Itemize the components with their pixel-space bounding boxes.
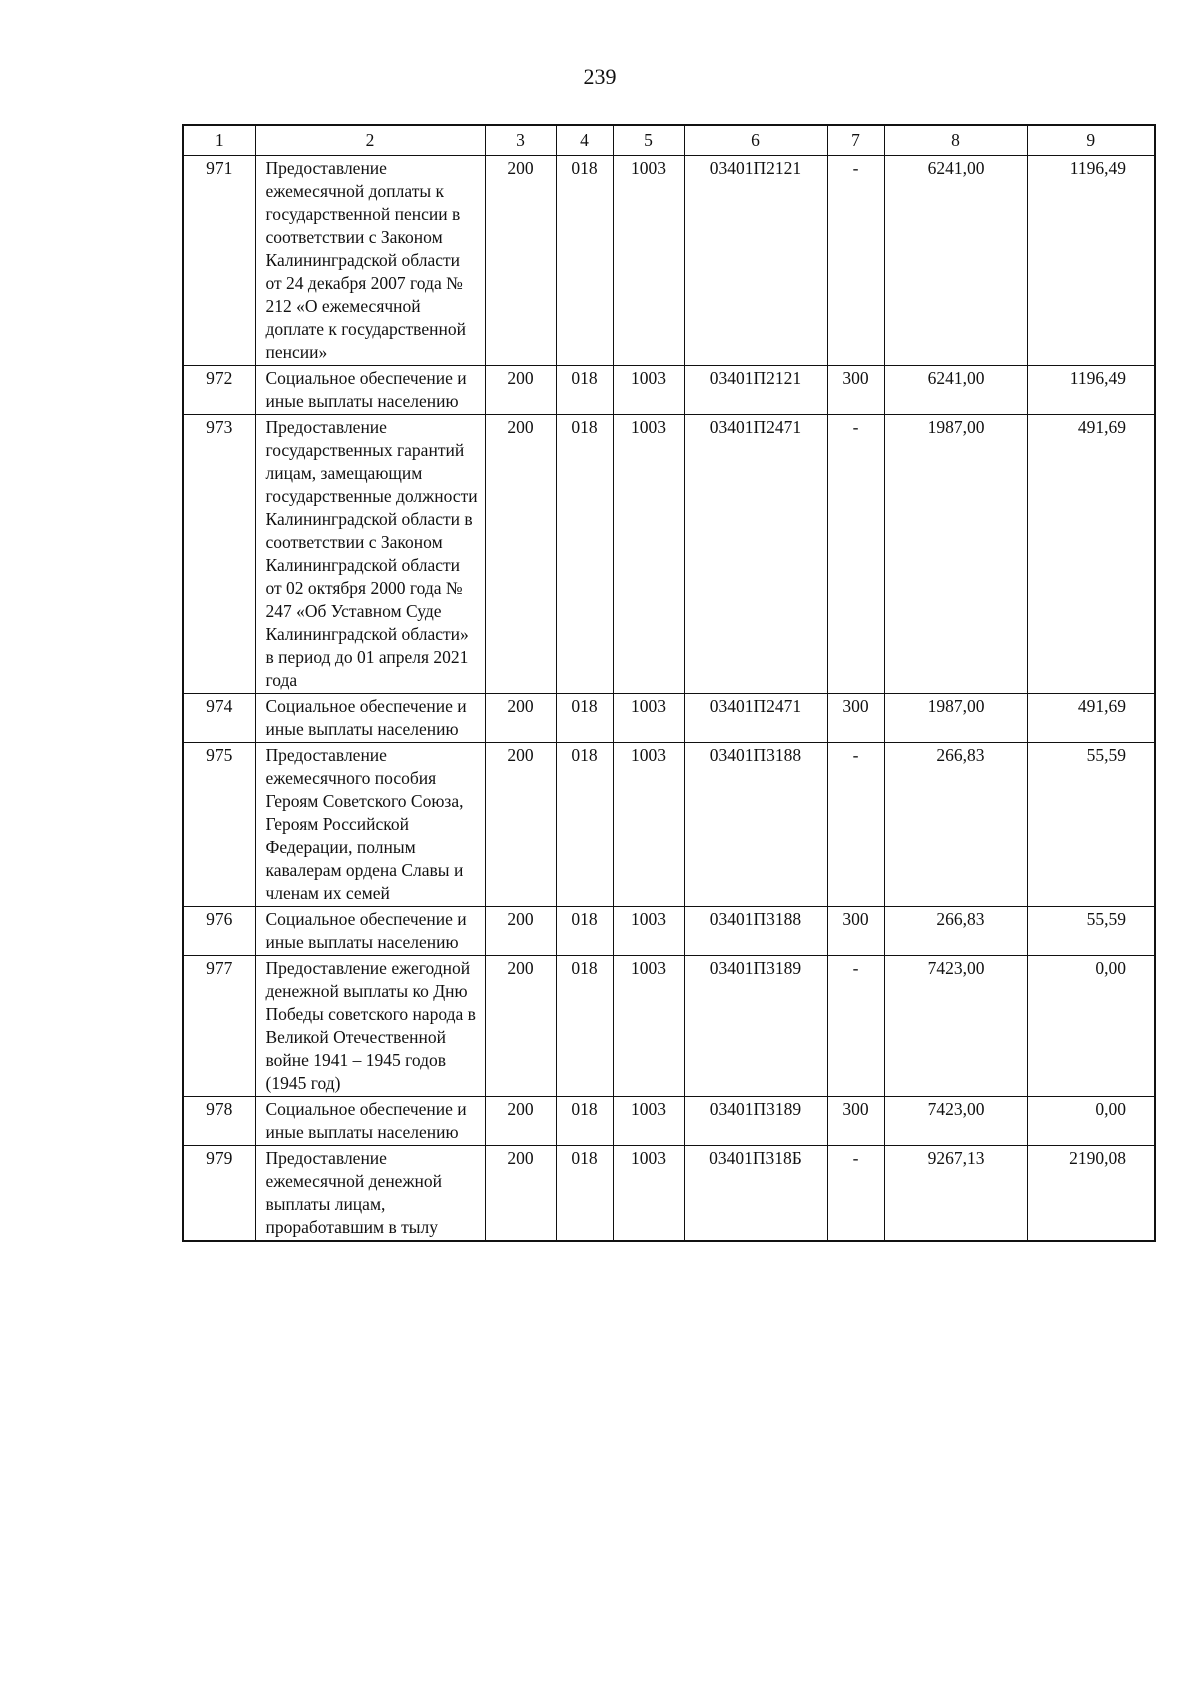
cell-col6: 03401П2471 (684, 415, 827, 694)
cell-col7: - (827, 956, 884, 1097)
row-description: Социальное обеспечение и иные выплаты населению (255, 366, 485, 415)
cell-col8: 9267,13 (884, 1146, 1027, 1242)
cell-col4: 018 (556, 366, 613, 415)
table-row (183, 366, 1155, 415)
cell-col7: - (827, 1146, 884, 1242)
column-header: 6 (684, 125, 827, 156)
cell-col6: 03401П2121 (684, 366, 827, 415)
row-description: Социальное обеспечение и иные выплаты населению (255, 694, 485, 743)
cell-col8: 1987,00 (884, 694, 1027, 743)
row-number: 976 (183, 907, 255, 956)
cell-col8: 7423,00 (884, 956, 1027, 1097)
row-description: Предоставление государственных гарантий лицам, замещающим государственные должности Калининградской области в соответствии с Законом Калининградской области от 02 октября 2000 года № 247 «Об Уставном Суде Калининградской области» в период до 01 апреля 2021 года (255, 415, 485, 694)
cell-col7: - (827, 156, 884, 366)
table-row (183, 956, 1155, 1097)
cell-col7: 300 (827, 694, 884, 743)
row-description: Социальное обеспечение и иные выплаты населению (255, 907, 485, 956)
row-description: Социальное обеспечение и иные выплаты населению (255, 1097, 485, 1146)
cell-col3: 200 (485, 415, 556, 694)
cell-col9: 491,69 (1027, 415, 1155, 694)
cell-col9: 2190,08 (1027, 1146, 1155, 1242)
cell-col5: 1003 (613, 907, 684, 956)
cell-col3: 200 (485, 956, 556, 1097)
cell-col4: 018 (556, 743, 613, 907)
column-header: 7 (827, 125, 884, 156)
cell-col8: 7423,00 (884, 1097, 1027, 1146)
column-header: 8 (884, 125, 1027, 156)
cell-col4: 018 (556, 1146, 613, 1242)
cell-col4: 018 (556, 694, 613, 743)
table-row (183, 907, 1155, 956)
cell-col6: 03401П2121 (684, 156, 827, 366)
cell-col5: 1003 (613, 1097, 684, 1146)
cell-col9: 0,00 (1027, 956, 1155, 1097)
cell-col6: 03401П2471 (684, 694, 827, 743)
column-header: 5 (613, 125, 684, 156)
cell-col7: 300 (827, 907, 884, 956)
cell-col6: 03401П3188 (684, 907, 827, 956)
cell-col6: 03401П3189 (684, 1097, 827, 1146)
cell-col4: 018 (556, 956, 613, 1097)
column-header: 4 (556, 125, 613, 156)
cell-col6: 03401П3188 (684, 743, 827, 907)
cell-col7: - (827, 415, 884, 694)
page-number: 239 (583, 64, 617, 89)
row-description: Предоставление ежемесячной доплаты к государственной пенсии в соответствии с Законом Калининградской области от 24 декабря 2007 года № 212 «О ежемесячной доплате к государственной пенсии» (255, 156, 485, 366)
row-number: 978 (183, 1097, 255, 1146)
cell-col9: 55,59 (1027, 907, 1155, 956)
cell-col5: 1003 (613, 1146, 684, 1242)
row-number: 975 (183, 743, 255, 907)
cell-col4: 018 (556, 1097, 613, 1146)
cell-col3: 200 (485, 156, 556, 366)
cell-col4: 018 (556, 156, 613, 366)
cell-col3: 200 (485, 743, 556, 907)
cell-col8: 266,83 (884, 907, 1027, 956)
table-row (183, 156, 1155, 366)
cell-col6: 03401П3189 (684, 956, 827, 1097)
cell-col5: 1003 (613, 743, 684, 907)
cell-col3: 200 (485, 366, 556, 415)
cell-col6: 03401П318Б (684, 1146, 827, 1242)
column-header: 2 (255, 125, 485, 156)
row-description: Предоставление ежемесячного пособия Героям Советского Союза, Героям Российской Федерации, полным кавалерам ордена Славы и членам их семей (255, 743, 485, 907)
cell-col8: 1987,00 (884, 415, 1027, 694)
cell-col9: 0,00 (1027, 1097, 1155, 1146)
row-number: 973 (183, 415, 255, 694)
column-header: 9 (1027, 125, 1155, 156)
table-row (183, 1097, 1155, 1146)
budget-table (182, 124, 1156, 1242)
cell-col5: 1003 (613, 956, 684, 1097)
column-header: 3 (485, 125, 556, 156)
cell-col8: 6241,00 (884, 366, 1027, 415)
cell-col7: 300 (827, 366, 884, 415)
cell-col5: 1003 (613, 694, 684, 743)
column-header: 1 (183, 125, 255, 156)
cell-col9: 55,59 (1027, 743, 1155, 907)
cell-col3: 200 (485, 1146, 556, 1242)
cell-col5: 1003 (613, 156, 684, 366)
cell-col9: 1196,49 (1027, 156, 1155, 366)
row-number: 974 (183, 694, 255, 743)
cell-col4: 018 (556, 415, 613, 694)
cell-col3: 200 (485, 907, 556, 956)
cell-col3: 200 (485, 1097, 556, 1146)
cell-col5: 1003 (613, 415, 684, 694)
table-row (183, 743, 1155, 907)
cell-col9: 1196,49 (1027, 366, 1155, 415)
row-number: 972 (183, 366, 255, 415)
cell-col8: 266,83 (884, 743, 1027, 907)
cell-col3: 200 (485, 694, 556, 743)
cell-col8: 6241,00 (884, 156, 1027, 366)
row-number: 977 (183, 956, 255, 1097)
row-description: Предоставление ежемесячной денежной выплаты лицам, проработавшим в тылу (255, 1146, 485, 1242)
table-header-row (183, 125, 1155, 156)
cell-col7: - (827, 743, 884, 907)
cell-col4: 018 (556, 907, 613, 956)
row-number: 979 (183, 1146, 255, 1242)
cell-col7: 300 (827, 1097, 884, 1146)
table-row (183, 694, 1155, 743)
row-number: 971 (183, 156, 255, 366)
cell-col5: 1003 (613, 366, 684, 415)
cell-col9: 491,69 (1027, 694, 1155, 743)
table-row (183, 415, 1155, 694)
row-description: Предоставление ежегодной денежной выплаты ко Дню Победы советского народа в Великой Отечественной войне 1941 – 1945 годов (1945 год) (255, 956, 485, 1097)
table-row (183, 1146, 1155, 1242)
